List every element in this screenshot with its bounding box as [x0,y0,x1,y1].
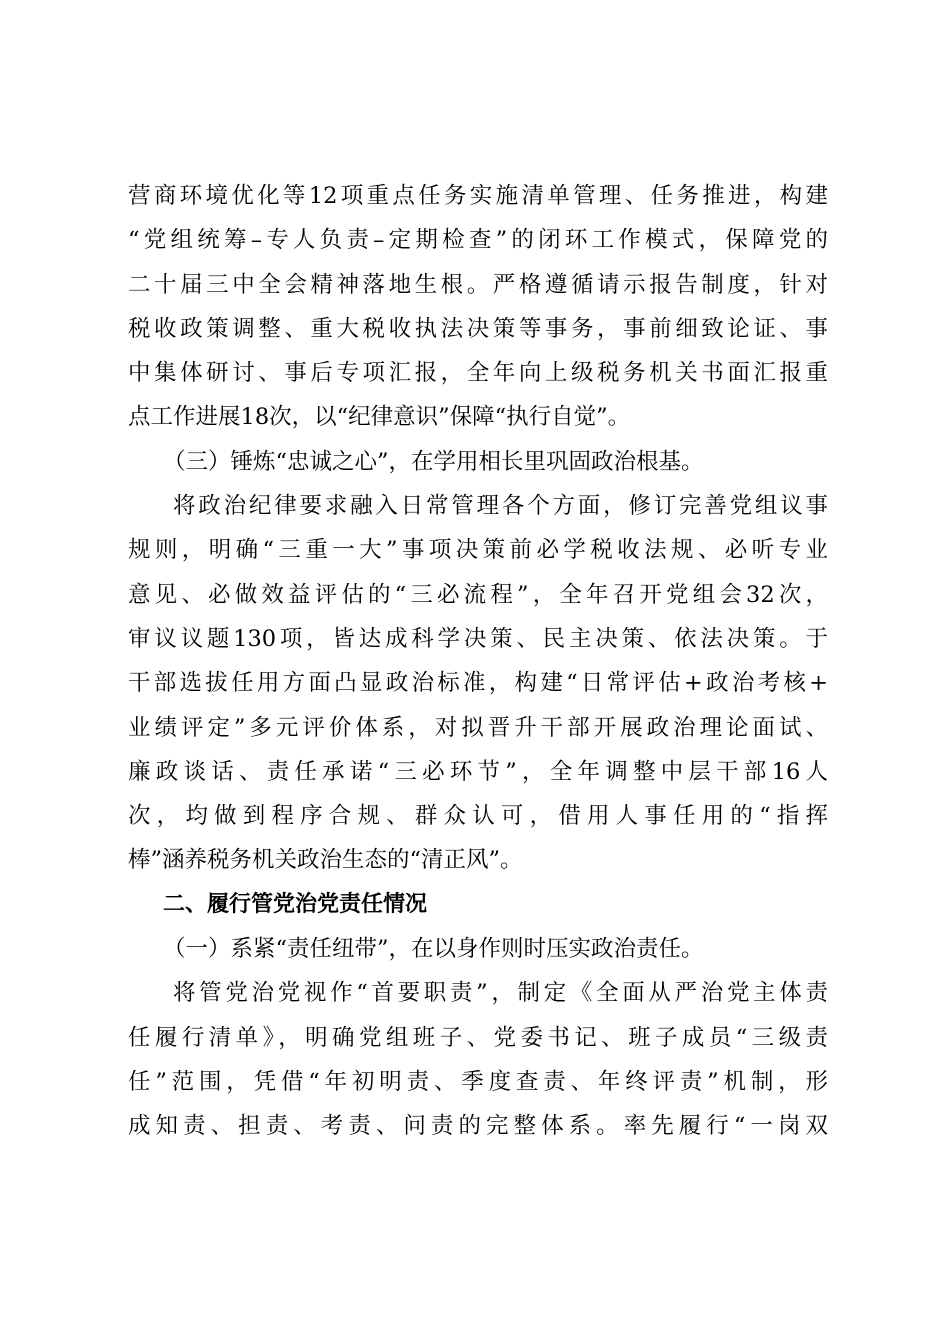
text-line: 意见、必做效益评估的“三必流程”，全年召开党组会32次， [128,581,828,608]
text-line: 次，均做到程序合规、群众认可，借用人事任用的“指挥 [128,803,828,830]
text-line: 税收政策调整、重大税收执法决策等事务，事前细致论证、事 [128,315,828,342]
subheading-1: （一）系紧“责任纽带”，在以身作则时压实政治责任。 [163,936,704,963]
paragraph-continuation [128,174,828,440]
text-line: 成知责、担责、考责、问责的完整体系。率先履行“一岗双 [128,1113,828,1140]
text-line: 二十届三中全会精神落地生根。严格遵循请示报告制度，针对 [128,271,828,298]
text-line: 营商环境优化等12项重点任务实施清单管理、任务推进，构建 [128,183,828,209]
text-line: 棒”涵养税务机关政治生态的“清正风”。 [128,847,523,874]
text-line: 任”范围，凭借“年初明责、季度查责、年终评责”机制，形 [128,1068,828,1095]
text-line: “党组统筹–专人负责–定期检查”的闭环工作模式，保障党的 [128,227,828,254]
document-body [128,174,828,1149]
text-line: 中集体研讨、事后专项汇报，全年向上级税务机关书面汇报重 [128,360,828,387]
section-heading-2: 二、履行管党治党责任情况 [163,891,428,917]
text-line: 规则，明确“三重一大”事项决策前必学税收法规、必听专业 [128,537,828,564]
text-line: 将政治纪律要求融入日常管理各个方面，修订完善党组议事 [173,493,828,520]
text-line: 业绩评定”多元评价体系，对拟晋升干部开展政治理论面试、 [128,714,828,741]
text-line: 将管党治党视作“首要职责”，制定《全面从严治党主体责 [173,980,828,1007]
paragraph-political-discipline [128,484,828,883]
text-line: 廉政谈话、责任承诺“三必环节”，全年调整中层干部16人 [128,758,828,785]
text-line: 点工作进展18次，以“纪律意识”保障“执行自觉”。 [128,404,631,431]
text-line: 干部选拔任用方面凸显政治标准，构建“日常评估+政治考核+ [128,670,828,697]
text-line: 任履行清单》，明确党组班子、党委书记、班子成员“三级责 [128,1024,828,1051]
text-line: 审议议题130项，皆达成科学决策、民主决策、依法决策。于 [128,625,828,652]
subheading-3: （三）锤炼“忠诚之心”，在学用相长里巩固政治根基。 [163,448,704,475]
paragraph-party-responsibility [128,971,828,1148]
